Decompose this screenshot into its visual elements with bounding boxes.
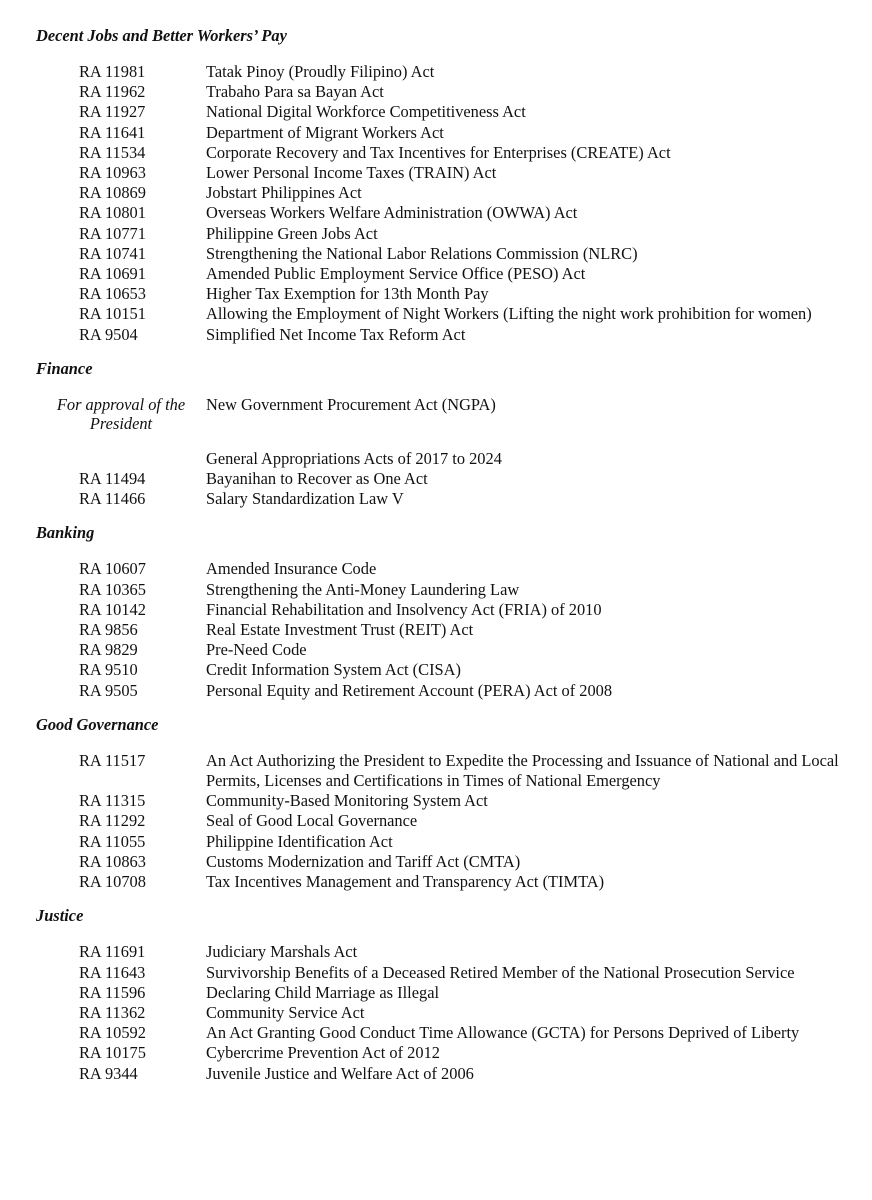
law-list bbox=[0, 751, 872, 892]
law-entry bbox=[0, 395, 872, 433]
law-entry bbox=[0, 304, 872, 324]
republic-act-number: RA 11641 bbox=[79, 122, 146, 142]
republic-act-number: RA 11534 bbox=[79, 142, 146, 162]
law-list bbox=[0, 62, 872, 345]
section-heading: Justice bbox=[36, 906, 84, 926]
law-title: Trabaho Para sa Bayan Act bbox=[206, 82, 384, 102]
law-title: Real Estate Investment Trust (REIT) Act bbox=[206, 620, 474, 640]
law-entry bbox=[0, 224, 872, 244]
law-entry bbox=[0, 469, 872, 489]
republic-act-number: RA 10592 bbox=[79, 1023, 146, 1043]
law-title: Juvenile Justice and Welfare Act of 2006 bbox=[206, 1063, 474, 1083]
law-title: Strengthening the National Labor Relations Commission (NLRC) bbox=[206, 243, 638, 263]
law-title: Community-Based Monitoring System Act bbox=[206, 791, 488, 811]
law-entry bbox=[0, 600, 872, 620]
law-entry bbox=[0, 620, 872, 640]
law-entry bbox=[0, 143, 872, 163]
republic-act-number: RA 11927 bbox=[79, 102, 146, 122]
law-section bbox=[0, 359, 872, 510]
republic-act-number: RA 11517 bbox=[79, 750, 146, 770]
law-entry bbox=[0, 1023, 872, 1043]
law-entry bbox=[0, 580, 872, 600]
law-entry bbox=[0, 325, 872, 345]
law-title: Personal Equity and Retirement Account (PERA) Act of 2008 bbox=[206, 680, 613, 700]
law-entry bbox=[0, 852, 872, 872]
republic-act-number: RA 11055 bbox=[79, 831, 146, 851]
law-title: National Digital Workforce Competitiveness Act bbox=[206, 102, 526, 122]
law-entry bbox=[0, 489, 872, 509]
law-title: Higher Tax Exemption for 13th Month Pay bbox=[206, 284, 489, 304]
law-title: An Act Granting Good Conduct Time Allowance (GCTA) for Persons Deprived of Liberty bbox=[206, 1023, 800, 1043]
law-title: Credit Information System Act (CISA) bbox=[206, 660, 461, 680]
republic-act-number: RA 10708 bbox=[79, 872, 146, 892]
approval-status-note: For approval of the President bbox=[56, 394, 186, 433]
law-entry bbox=[0, 82, 872, 102]
law-title: Seal of Good Local Governance bbox=[206, 811, 418, 831]
law-entry bbox=[0, 963, 872, 983]
law-entry bbox=[0, 62, 872, 82]
law-title: Tax Incentives Management and Transparency Act (TIMTA) bbox=[206, 872, 605, 892]
law-title: Amended Public Employment Service Office (PESO) Act bbox=[206, 264, 586, 284]
republic-act-number: RA 11494 bbox=[79, 469, 146, 489]
law-section bbox=[0, 26, 872, 345]
law-title: Survivorship Benefits of a Deceased Retired Member of the National Prosecution Service bbox=[206, 962, 795, 982]
law-section bbox=[0, 715, 872, 892]
law-list bbox=[0, 942, 872, 1083]
republic-act-number: RA 10607 bbox=[79, 559, 146, 579]
law-entry bbox=[0, 942, 872, 962]
law-title: Customs Modernization and Tariff Act (CMTA) bbox=[206, 851, 521, 871]
law-entry bbox=[0, 559, 872, 579]
republic-act-number: RA 11292 bbox=[79, 811, 146, 831]
republic-act-number: RA 11596 bbox=[79, 982, 146, 1002]
law-entry bbox=[0, 983, 872, 1003]
republic-act-number: RA 10151 bbox=[79, 304, 146, 324]
law-entry bbox=[0, 264, 872, 284]
law-section bbox=[0, 523, 872, 700]
law-title: Philippine Identification Act bbox=[206, 831, 393, 851]
republic-act-number: RA 10771 bbox=[79, 223, 146, 243]
law-title: New Government Procurement Act (NGPA) bbox=[206, 394, 496, 414]
republic-act-number: RA 9510 bbox=[79, 660, 138, 680]
law-entry bbox=[0, 832, 872, 852]
law-title: Department of Migrant Workers Act bbox=[206, 122, 444, 142]
law-entry bbox=[0, 284, 872, 304]
law-list bbox=[0, 559, 872, 700]
law-title: Pre-Need Code bbox=[206, 640, 307, 660]
law-entry bbox=[0, 123, 872, 143]
republic-act-number: RA 10142 bbox=[79, 599, 146, 619]
law-title: Declaring Child Marriage as Illegal bbox=[206, 982, 440, 1002]
law-entry bbox=[0, 660, 872, 680]
republic-act-number: RA 9504 bbox=[79, 324, 138, 344]
law-title: Corporate Recovery and Tax Incentives for Enterprises (CREATE) Act bbox=[206, 142, 671, 162]
republic-act-number: RA 10741 bbox=[79, 243, 146, 263]
law-entry bbox=[0, 102, 872, 122]
law-entry bbox=[0, 203, 872, 223]
section-heading: Finance bbox=[36, 358, 93, 378]
law-title: Overseas Workers Welfare Administration (OWWA) Act bbox=[206, 203, 578, 223]
law-title: Amended Insurance Code bbox=[206, 559, 377, 579]
law-title: Philippine Green Jobs Act bbox=[206, 223, 378, 243]
law-entry bbox=[0, 791, 872, 811]
republic-act-number: RA 9856 bbox=[79, 620, 138, 640]
republic-act-number: RA 10653 bbox=[79, 284, 146, 304]
law-entry bbox=[0, 751, 872, 791]
law-section bbox=[0, 906, 872, 1083]
republic-act-number bbox=[0, 449, 206, 469]
law-entry bbox=[0, 163, 872, 183]
law-title: Community Service Act bbox=[206, 1002, 365, 1022]
law-entry bbox=[0, 1064, 872, 1084]
law-title: Strengthening the Anti-Money Laundering Law bbox=[206, 579, 520, 599]
law-title: Judiciary Marshals Act bbox=[206, 942, 358, 962]
law-title: Bayanihan to Recover as One Act bbox=[206, 469, 428, 489]
republic-act-number: RA 10863 bbox=[79, 851, 146, 871]
law-entry bbox=[0, 244, 872, 264]
republic-act-number: RA 11315 bbox=[79, 791, 146, 811]
law-entry bbox=[0, 183, 872, 203]
law-title: Cybercrime Prevention Act of 2012 bbox=[206, 1043, 440, 1063]
republic-act-number: RA 10365 bbox=[79, 579, 146, 599]
republic-act-number: RA 11466 bbox=[79, 489, 146, 509]
law-entry bbox=[0, 811, 872, 831]
law-title: An Act Authorizing the President to Expedite the Processing and Issuance of National and Local Permits, Licenses and Certifications in Times of National Emergency bbox=[206, 750, 839, 791]
law-title: Jobstart Philippines Act bbox=[206, 183, 362, 203]
law-entry bbox=[0, 1003, 872, 1023]
law-title: Financial Rehabilitation and Insolvency Act (FRIA) of 2010 bbox=[206, 599, 602, 619]
republic-act-number: RA 11362 bbox=[79, 1002, 146, 1022]
law-list bbox=[0, 395, 872, 510]
republic-act-number: RA 11691 bbox=[79, 942, 146, 962]
republic-act-number: RA 10175 bbox=[79, 1043, 146, 1063]
republic-act-number: RA 10801 bbox=[79, 203, 146, 223]
section-heading: Good Governance bbox=[36, 714, 159, 734]
republic-act-number: RA 11981 bbox=[79, 62, 146, 81]
law-title: Simplified Net Income Tax Reform Act bbox=[206, 324, 466, 344]
law-title: General Appropriations Acts of 2017 to 2024 bbox=[206, 448, 502, 468]
republic-act-number: RA 9829 bbox=[79, 640, 138, 660]
section-heading: Banking bbox=[36, 523, 95, 543]
law-title: Allowing the Employment of Night Workers (Lifting the night work prohibition for women) bbox=[206, 304, 812, 324]
law-entry bbox=[0, 449, 872, 469]
republic-act-number: RA 10691 bbox=[79, 264, 146, 284]
republic-act-number: RA 10963 bbox=[79, 163, 146, 183]
law-entry bbox=[0, 640, 872, 660]
republic-act-number: RA 9344 bbox=[79, 1063, 138, 1083]
law-title: Tatak Pinoy (Proudly Filipino) Act bbox=[206, 62, 435, 81]
law-title: Salary Standardization Law V bbox=[206, 489, 404, 509]
republic-act-number: RA 11962 bbox=[79, 82, 146, 102]
republic-act-number: RA 10869 bbox=[79, 183, 146, 203]
law-entry bbox=[0, 681, 872, 701]
law-entry bbox=[0, 1043, 872, 1063]
law-title: Lower Personal Income Taxes (TRAIN) Act bbox=[206, 163, 497, 183]
republic-act-number: RA 9505 bbox=[79, 680, 138, 700]
section-heading: Decent Jobs and Better Workers’ Pay bbox=[36, 26, 287, 45]
law-entry bbox=[0, 872, 872, 892]
republic-act-number: RA 11643 bbox=[79, 962, 146, 982]
